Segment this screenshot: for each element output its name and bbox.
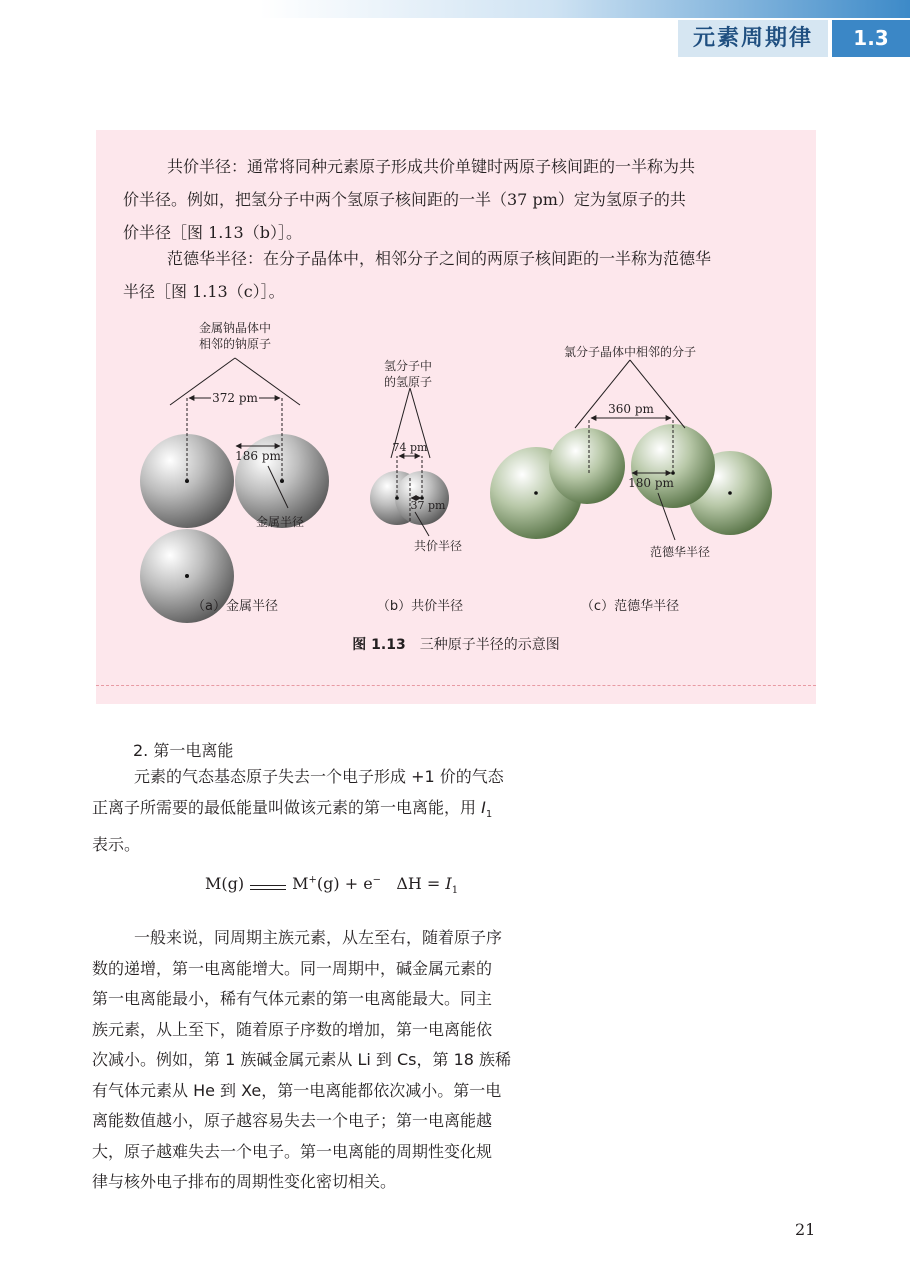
panel-b-annotation-line1: 氢分子中 xyxy=(383,359,433,373)
page-number: 21 xyxy=(795,1220,816,1239)
panel-c-vdw xyxy=(490,344,772,614)
panel-c-radius-label: 180 pm xyxy=(628,476,674,490)
section-number: 1.3 xyxy=(832,20,910,57)
panel-b-covalent xyxy=(370,358,463,614)
panel-a-annotation-line1: 金属钠晶体中 xyxy=(198,321,272,335)
panel-a-radius-name: 金属半径 xyxy=(255,515,305,529)
panel-a-distance-label: 372 pm xyxy=(212,391,258,405)
panel-c-annotation: 氯分子晶体中相邻的分子 xyxy=(563,345,697,359)
panel-a-radius-label: 186 pm xyxy=(235,449,281,463)
figure-caption-text: 三种原子半径的示意图 xyxy=(419,637,560,653)
panel-c-caption: （c）范德华半径 xyxy=(580,599,680,614)
ionization-trend-paragraph: 一般来说，同周期主族元素，从左至右，随着原子序 数的递增，第一电离能增大。同一周期中，碱金属元素的 第一电离能最小，稀有气体元素的第一电离能最大。同主 族元素，从上至下，随着原子序数的增加，第一电离能依 次减小。例如，第 1 族碱金属元素从 Li 到 Cs，第 18 族稀 有气体元素从 He 到 Xe，第一电离能都依次减小。第一电 离能数值越小，原子越容易失去一个电子；第一电离能越 大，原子越难失去一个电子。第一电离能的周期性变化规 律与核外电子排布的周期性变化密切相关。 xyxy=(92,928,512,1191)
box-divider xyxy=(96,685,816,686)
figure-svg xyxy=(140,318,772,658)
panel-b-distance-label: 74 pm xyxy=(392,441,428,454)
panel-a-metallic xyxy=(140,320,329,623)
panel-a-annotation-line2: 相邻的钠原子 xyxy=(198,337,272,351)
info-box xyxy=(96,130,816,704)
panel-c-radius-name: 范德华半径 xyxy=(649,545,711,559)
panel-b-radius-name: 共价半径 xyxy=(413,539,463,553)
figure-number: 图 1.13 xyxy=(352,637,406,653)
header-decoration xyxy=(260,0,910,18)
ionization-equation: M(g) M+(g) + e− $\Delta H = I_1$ xyxy=(205,874,459,897)
chlorine-atom-2 xyxy=(549,428,625,504)
figure-caption xyxy=(96,634,816,654)
section-heading: 2. 第一电离能 xyxy=(133,741,234,760)
panel-c-distance-label: 360 pm xyxy=(608,402,654,416)
panel-a-caption: （a）金属半径 xyxy=(192,599,278,614)
covalent-radius-paragraph: 共价半径：通常将同种元素原子形成共价单键时两原子核间距的一半称为共 价半径。例如，把氢分子中两个氢原子核间距的一半（37 pm）定为氢原子的共 价半径［图 1.13（b）］。 xyxy=(123,157,696,242)
panel-b-caption: （b）共价半径 xyxy=(376,599,464,614)
panel-b-radius-label: 37 pm xyxy=(410,499,446,512)
figure-1-13 xyxy=(140,318,772,658)
vdw-radius-paragraph: 范德华半径：在分子晶体中，相邻分子之间的两原子核间距的一半称为范德华 半径［图 1.13（c）］。 xyxy=(123,249,712,301)
panel-b-annotation-line2: 的氢原子 xyxy=(383,375,433,389)
ionization-definition-paragraph: 元素的气态基态原子失去一个电子形成 +1 价的气态 正离子所需要的最低能量叫做该元素的第一电离能，用 $I_1$ 表示。 xyxy=(92,767,504,855)
chapter-title: 元素周期律 xyxy=(678,20,828,57)
